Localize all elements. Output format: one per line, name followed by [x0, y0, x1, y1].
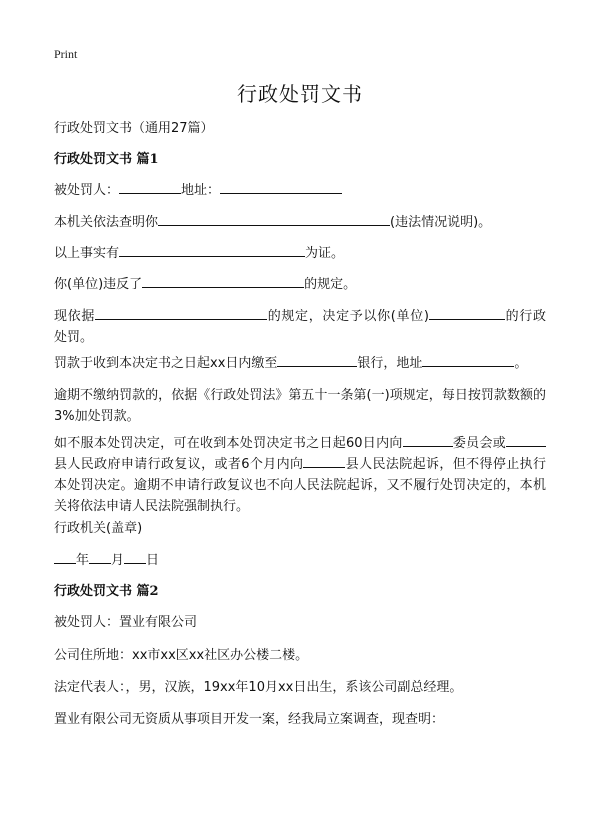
s1-finding-text-a: 本机关依法查明你: [54, 215, 159, 230]
document-subtitle: 行政处罚文书（通用27篇）: [54, 121, 214, 136]
section-heading-1: 行政处罚文书 篇1: [54, 152, 159, 167]
s1-payment-text-b: 银行，地址: [357, 356, 423, 371]
s1-line-violation: [54, 274, 554, 296]
s1-violation-text-a: 你(单位)违反了: [54, 277, 143, 292]
s1-appeal-text-b: 委员会或: [452, 436, 506, 451]
s1-appeal-text-a: 如不服本处罚决定，可在收到本处罚决定书之日起60日内向: [54, 436, 403, 451]
fill-blank: [506, 433, 546, 447]
s1-line-finding: [54, 212, 554, 234]
s1-finding-text-b: (违法情况说明)。: [390, 215, 492, 230]
fill-blank: [429, 306, 505, 320]
fill-blank: [403, 433, 453, 447]
s1-date-line: [54, 550, 554, 572]
s1-payment-text-c: 。: [514, 356, 528, 371]
s1-address-label: 地址：: [181, 183, 221, 198]
fill-blank: [142, 274, 304, 288]
fill-blank: [422, 353, 514, 367]
fill-blank: [303, 454, 345, 468]
s2-line-case: 置业有限公司无资质从事项目开发一案，经我局立案调查，现查明：: [54, 712, 445, 727]
s1-line-evidence: [54, 243, 554, 265]
s1-decision-text-c: 的行政处罚。: [54, 309, 546, 345]
s1-date-day: 日: [146, 553, 160, 568]
s1-signature: 行政机关(盖章): [54, 521, 143, 536]
fill-blank: [277, 353, 357, 367]
s1-para-appeal: [54, 433, 546, 517]
s1-decision-text-b: 的规定，决定予以你(单位): [267, 309, 429, 324]
fill-blank: [119, 243, 305, 257]
s1-evidence-text-b: 为证。: [305, 246, 345, 261]
s2-line-representative: 法定代表人：，男，汉族，19xx年10月xx日出生，系该公司副总经理。: [54, 680, 463, 695]
s1-para-decision: [54, 306, 546, 348]
fill-blank: [54, 550, 76, 564]
s1-evidence-text-a: 以上事实有: [54, 246, 120, 261]
s1-line-respondent: [54, 180, 554, 202]
s2-line-address: 公司住所地：xx市xx区xx社区办公楼二楼。: [54, 648, 309, 663]
s1-date-year: 年: [76, 553, 90, 568]
print-link[interactable]: Print: [54, 47, 78, 61]
fill-blank: [89, 550, 111, 564]
s1-para-late-penalty: 逾期不缴纳罚款的，依据《行政处罚法》第五十一条第(一)项规定，每日按罚款数额的3%加处罚款。: [54, 388, 546, 424]
fill-blank: [220, 180, 342, 194]
fill-blank: [119, 180, 181, 194]
page-title: 行政处罚文书: [237, 82, 363, 106]
s1-date-month: 月: [111, 553, 125, 568]
s1-appeal-text-d: 县人民法院起诉，但不得停止执行本处罚决定。逾期不申请行政复议也不向人民法院起诉，又不履行处罚决定的，本机关将依法申请人民法院强制执行。: [54, 457, 546, 514]
fill-blank: [158, 212, 390, 226]
section-heading-2: 行政处罚文书 篇2: [54, 584, 159, 599]
fill-blank: [95, 306, 267, 320]
s1-line-payment: [54, 353, 554, 375]
s2-line-respondent: 被处罚人：置业有限公司: [54, 615, 198, 630]
s1-decision-text-a: 现依据: [54, 309, 96, 324]
s1-appeal-text-c: 县人民政府申请行政复议，或者6个月内向: [54, 457, 304, 472]
fill-blank: [124, 550, 146, 564]
s1-payment-text-a: 罚款于收到本决定书之日起xx日内缴至: [54, 356, 278, 371]
s1-respondent-label: 被处罚人：: [54, 183, 120, 198]
s1-violation-text-b: 的规定。: [304, 277, 357, 292]
